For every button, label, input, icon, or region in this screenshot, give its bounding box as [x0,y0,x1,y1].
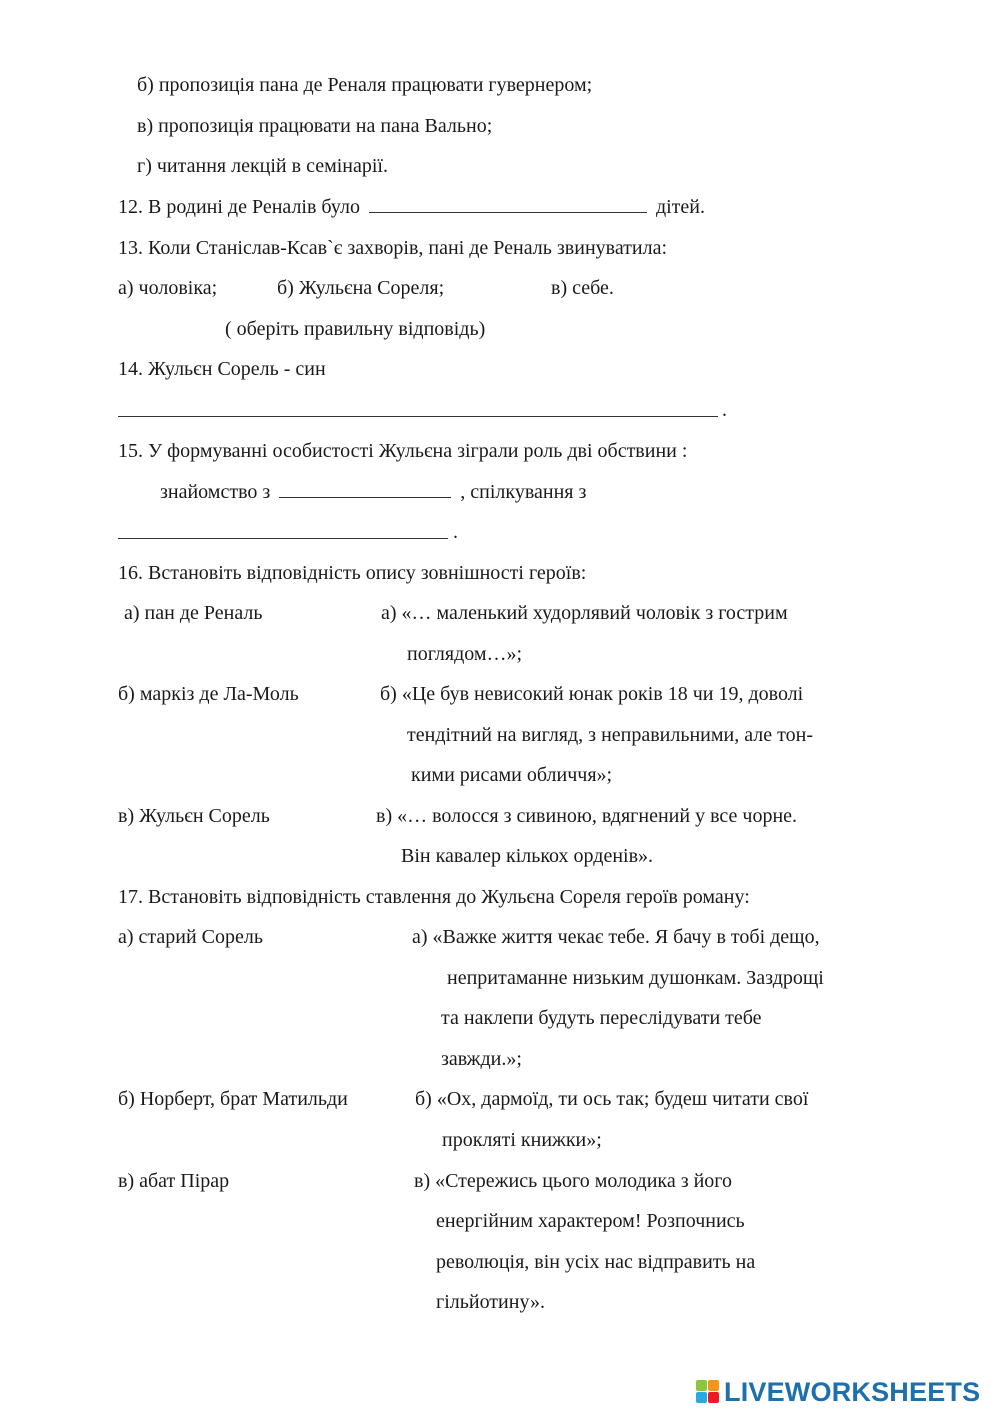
q16-desc-b-line3: кими рисами обличчя»; [411,764,613,786]
q17-quote-c-line1: в) «Стережись цього молодика з його [414,1170,732,1192]
q11-option-b: б) пропозиція пана де Реналя працювати гувернером; [137,74,593,96]
q15-period: . [453,521,458,543]
question-15: 15. У формуванні особистості Жульєна зіграли роль дві обствини : [118,440,688,462]
q17-quote-b-line2: прокляті книжки»; [442,1129,602,1151]
q13-option-b[interactable]: б) Жульєна Сореля; [277,277,445,299]
question-16: 16. Встановіть відповідність опису зовнішності героїв: [118,562,587,584]
q14-period: . [722,399,727,421]
liveworksheets-logo-icon [696,1380,720,1404]
q13-option-a[interactable]: а) чоловіка; [118,277,218,299]
q11-option-d: г) читання лекцій в семінарії. [137,155,388,177]
q17-quote-a-line3: та наклепи будуть переслідувати тебе [441,1007,762,1029]
q17-quote-a-line2: непритаманне низьким душонкам. Заздрощі [447,967,824,989]
q12-prefix: 12. В родині де Реналів було [118,196,360,218]
liveworksheets-logo[interactable] [696,1377,980,1407]
q15-communication-label: , спілкування з [460,481,587,503]
q11-option-c: в) пропозиція працювати на пана Вально; [137,115,493,137]
q15-acquaintance-blank[interactable] [279,481,451,498]
q17-quote-b-line1: б) «Ох, дармоїд, ти ось так; будеш читати свої [415,1088,809,1110]
q16-desc-a-line2: поглядом…»; [407,643,523,665]
q17-quote-a-line1: а) «Важке життя чекає тебе. Я бачу в тобі дещо, [412,926,820,948]
q16-item-c: в) Жульєн Сорель [118,805,270,827]
q16-desc-a-line1: а) «… маленький худорлявий чоловік з гострим [381,602,788,624]
q16-desc-b-line1: б) «Це був невисокий юнак років 18 чи 19, доволі [380,683,804,705]
q13-hint: ( оберіть правильну відповідь) [225,318,486,340]
liveworksheets-brand-text: LIVEWORKSHEETS [724,1376,981,1407]
q17-quote-c-line4: гільйотину». [436,1291,545,1313]
q17-quote-c-line2: енергійним характером! Розпочнись [436,1210,745,1232]
question-14: 14. Жульєн Сорель - син [118,358,326,380]
q17-item-a: а) старий Сорель [118,926,263,948]
q17-quote-a-line4: завжди.»; [441,1048,522,1070]
q15-communication-line[interactable] [118,538,448,539]
q12-suffix: дітей. [655,196,706,218]
q16-item-a: а) пан де Реналь [124,602,263,624]
q13-option-c[interactable]: в) себе. [551,277,614,299]
q16-desc-c-line2: Він кавалер кількох орденів». [401,845,654,867]
q17-quote-c-line3: революція, він усіх нас відправить на [436,1251,756,1273]
q16-desc-c-line1: в) «… волосся з сивиною, вдягнений у все чорне. [376,805,798,827]
question-13: 13. Коли Станіслав-Ксав`є захворів, пані де Реналь звинуватила: [118,237,668,259]
question-17: 17. Встановіть відповідність ставлення до Жульєна Сореля героїв роману: [118,886,750,908]
q17-item-b: б) Норберт, брат Матильди [118,1088,348,1110]
q15-line [160,480,586,504]
q16-item-b: б) маркіз де Ла-Моль [118,683,299,705]
q17-item-c: в) абат Пірар [118,1170,230,1192]
q16-desc-b-line2: тендітний на вигляд, з неправильними, але тон- [407,724,813,746]
q15-acquaintance-label: знайомство з [160,481,271,503]
q14-answer-line[interactable] [118,416,718,417]
q12-answer-blank[interactable] [369,196,647,213]
question-12 [118,195,705,219]
